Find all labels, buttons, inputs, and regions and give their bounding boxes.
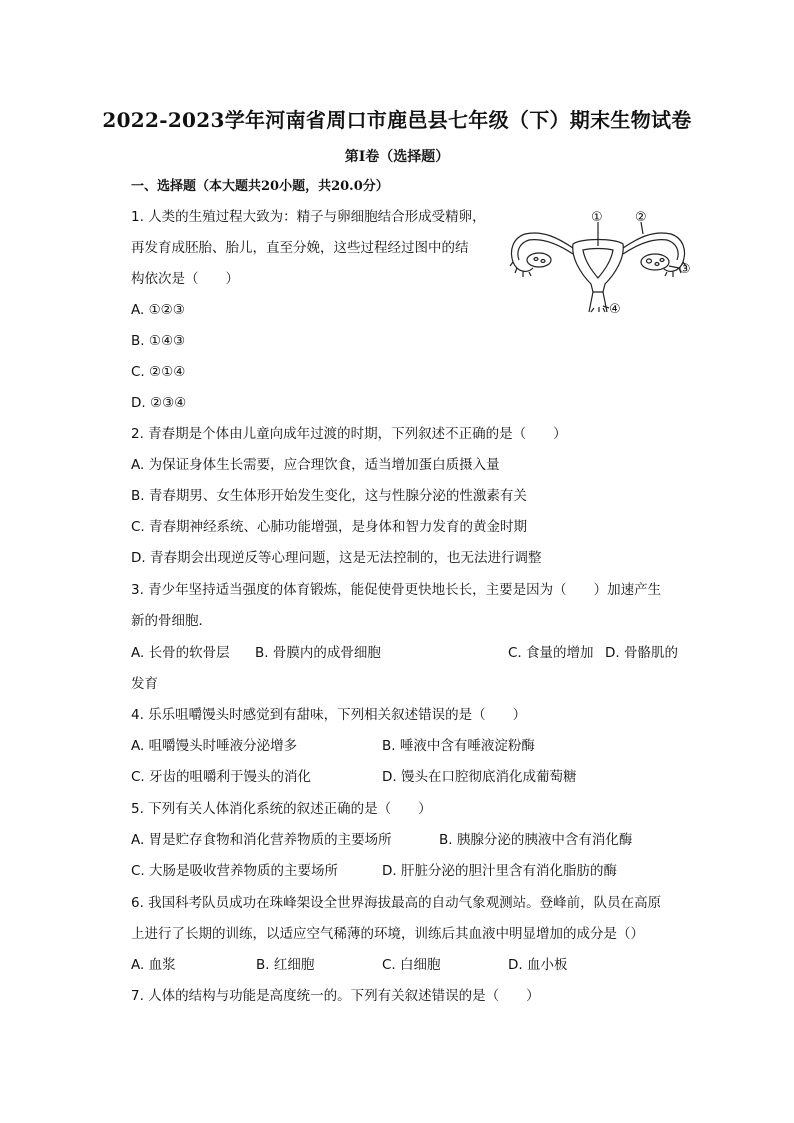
page-title: 2022-2023学年河南省周口市鹿邑县七年级（下）期末生物试卷 [102, 108, 692, 132]
question-1-line-1: 1. 人类的生殖过程大致为：精子与卵细胞结合形成受精卵， [131, 209, 486, 225]
question-7-stem: 7. 人体的结构与功能是高度统一的。下列有关叙述错误的是（ ） [131, 988, 540, 1004]
question-4-option-b: B. 唾液中含有唾液淀粉酶 [382, 738, 535, 754]
question-6-line-2: 上进行了长期的训练，以适应空气稀薄的环境，训练后其血液中明显增加的成分是（） [131, 926, 644, 942]
figure-label-4: ④ [609, 302, 621, 317]
question-1-option-c: C. ②①④ [131, 364, 186, 380]
question-2-option-c: C. 青春期神经系统、心肺功能增强，是身体和智力发育的黄金时期 [131, 519, 528, 535]
question-6-line-1: 6. 我国科考队员成功在珠峰架设全世界海拔最高的自动气象观测站。登峰前，队员在高原 [131, 895, 662, 911]
question-5-option-c: C. 大肠是吸收营养物质的主要场所 [131, 863, 339, 879]
question-3-option-c: C. 食量的增加 [508, 645, 594, 661]
question-4-stem: 4. 乐乐咀嚼馒头时感觉到有甜味，下列相关叙述错误的是（ ） [131, 707, 527, 723]
reproductive-system-diagram [503, 208, 695, 320]
question-3-option-b: B. 骨膜内的成骨细胞 [255, 645, 381, 661]
question-6-option-d: D. 血小板 [508, 957, 568, 973]
question-3-option-a: A. 长骨的软骨层 [131, 645, 230, 661]
question-2-option-d: D. 青春期会出现逆反等心理问题，这是无法控制的，也无法进行调整 [131, 550, 542, 566]
question-5-stem: 5. 下列有关人体消化系统的叙述正确的是（ ） [131, 801, 432, 817]
question-2-stem: 2. 青春期是个体由儿童向成年过渡的时期，下列叙述不正确的是（ ） [131, 426, 567, 442]
figure-label-2: ② [635, 210, 647, 225]
question-5-option-a: A. 胃是贮存食物和消化营养物质的主要场所 [131, 832, 392, 848]
question-1-option-d: D. ②③④ [131, 395, 187, 411]
section-heading: 一、选择题（本大题共20小题，共20.0分） [131, 179, 389, 194]
question-2-option-a: A. 为保证身体生长需要，应合理饮食，适当增加蛋白质摄入量 [131, 457, 500, 473]
question-5-option-d: D. 肝脏分泌的胆汁里含有消化脂肪的酶 [382, 863, 617, 879]
question-1-option-a: A. ①②③ [131, 302, 185, 318]
question-1-line-3: 构依次是（ ） [131, 271, 239, 287]
figure-label-3: ③ [679, 262, 691, 277]
question-3-line-2: 新的骨细胞． [131, 613, 212, 629]
page-subtitle: 第I卷（选择题） [344, 149, 450, 165]
figure-label-1: ① [591, 210, 603, 225]
question-4-option-c: C. 牙齿的咀嚼利于馒头的消化 [131, 769, 312, 785]
question-6-option-a: A. 血浆 [131, 957, 176, 973]
question-3-option-d-cont: 发育 [131, 676, 158, 692]
question-3-line-1: 3. 青少年坚持适当强度的体育锻炼，能促使骨更快地长长，主要是因为（ ）加速产生 [131, 582, 662, 598]
question-1-line-2: 再发育成胚胎、胎儿，直至分娩，这些过程经过图中的结 [131, 240, 469, 256]
question-4-option-a: A. 咀嚼馒头时唾液分泌增多 [131, 738, 298, 754]
question-5-option-b: B. 胰腺分泌的胰液中含有消化酶 [439, 832, 633, 848]
question-1-option-b: B. ①④③ [131, 333, 186, 349]
question-4-option-d: D. 馒头在口腔彻底消化成葡萄糖 [382, 769, 577, 785]
question-3-option-d: D. 骨骼肌的 [605, 645, 678, 661]
question-2-option-b: B. 青春期男、女生体形开始发生变化，这与性腺分泌的性激素有关 [131, 488, 527, 504]
question-6-option-b: B. 红细胞 [256, 957, 315, 973]
question-6-option-c: C. 白细胞 [382, 957, 441, 973]
